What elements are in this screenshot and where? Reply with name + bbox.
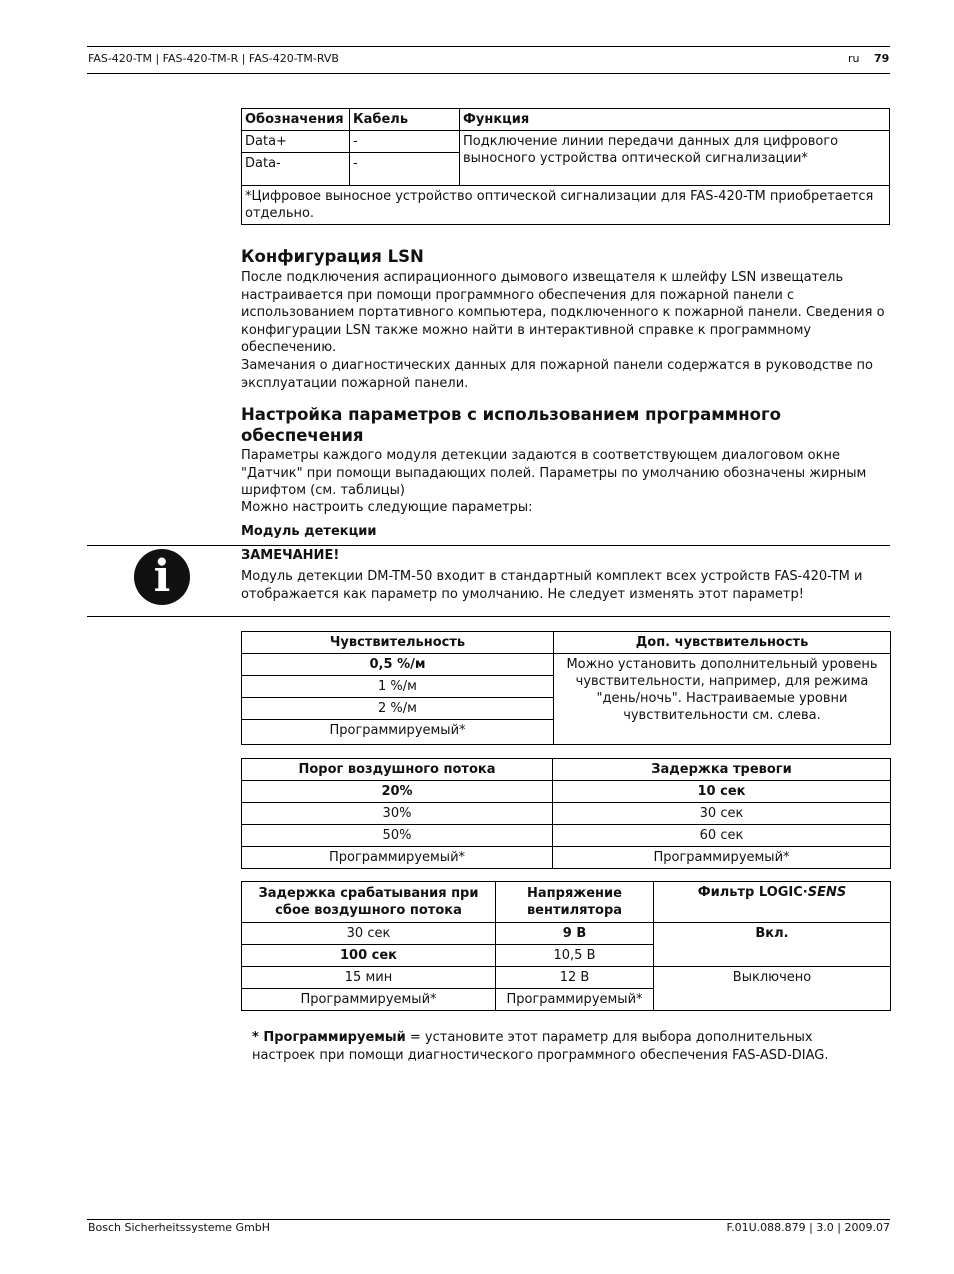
cell-value: 0,5 %/м	[242, 654, 554, 676]
info-icon: i	[134, 549, 190, 605]
connection-table	[241, 108, 890, 225]
table-header-row	[242, 109, 890, 131]
footnote-text: = установите этот параметр для выбора дополнительных настроек при помощи диагностического программного обеспечения FAS-ASD-DIAG.	[252, 1030, 829, 1063]
col-cable: Кабель	[350, 109, 460, 131]
header-rule-top	[87, 46, 890, 47]
subheading: Модуль детекции	[241, 524, 377, 539]
footer-rule	[87, 1219, 890, 1220]
cell-cable: -	[350, 131, 460, 153]
cell-label: Data+	[242, 131, 350, 153]
note-rule-top	[87, 545, 890, 546]
cell-function: Подключение линии передачи данных для цифрового выносного устройства оптической сигнализации*	[460, 131, 890, 186]
filter-label: Фильтр LOGIC·	[697, 885, 808, 900]
table-footnote: *Цифровое выносное устройство оптической сигнализации для FAS-420-TM приобретается отдельно.	[242, 186, 890, 225]
table-header-row	[242, 882, 891, 923]
col-airflow-threshold: Порог воздушного потока	[242, 759, 553, 781]
col-alarm-delay: Задержка тревоги	[553, 759, 891, 781]
table-row	[242, 654, 891, 676]
table-row	[242, 923, 891, 945]
cell-fault-delay: Программируемый*	[242, 989, 496, 1011]
cell-threshold: 30%	[242, 803, 553, 825]
cell-value: 1 %/м	[242, 676, 554, 698]
cell-fan-voltage: Программируемый*	[496, 989, 654, 1011]
table-row	[242, 131, 890, 153]
table-header-row	[242, 632, 891, 654]
fan-filter-table	[241, 881, 891, 1011]
col-fan-voltage: Напряжение вентилятора	[496, 882, 654, 923]
note-title: ЗАМЕЧАНИЕ!	[241, 548, 340, 563]
cell-threshold: Программируемый*	[242, 847, 553, 869]
airflow-table	[241, 758, 891, 869]
header-lang: ru	[848, 52, 860, 65]
col-function: Функция	[460, 109, 890, 131]
cell-fault-delay: 30 сек	[242, 923, 496, 945]
cell-value: Программируемый*	[242, 720, 554, 745]
cell-label: Data-	[242, 153, 350, 186]
cell-threshold: 20%	[242, 781, 553, 803]
cell-filter-on: Вкл.	[654, 923, 891, 967]
programmable-footnote	[252, 1029, 872, 1064]
note-rule-bottom	[87, 616, 890, 617]
col-designation: Обозначения	[242, 109, 350, 131]
col-filter	[654, 882, 891, 923]
sensitivity-table	[241, 631, 891, 745]
table-row	[242, 967, 891, 989]
table-row	[242, 803, 891, 825]
paragraph: Можно настроить следующие параметры:	[241, 500, 533, 515]
table-row	[242, 825, 891, 847]
col-fault-delay: Задержка срабатывания при сбое воздушного потока	[242, 882, 496, 923]
cell-extra: Можно установить дополнительный уровень чувствительности, например, для режима "день/ночь". Настраиваемые уровни чувствительности см. слева.	[554, 654, 891, 745]
header-models: FAS-420-TM | FAS-420-TM-R | FAS-420-TM-RVB	[88, 52, 339, 65]
cell-delay: 60 сек	[553, 825, 891, 847]
cell-fan-voltage: 9 В	[496, 923, 654, 945]
table-header-row	[242, 759, 891, 781]
table-footnote-row	[242, 186, 890, 225]
cell-delay: Программируемый*	[553, 847, 891, 869]
paragraph: Замечания о диагностических данных для пожарной панели содержатся в руководстве по эксплуатации пожарной панели.	[241, 358, 873, 391]
footer-doc: F.01U.088.879 | 3.0 | 2009.07	[726, 1221, 890, 1234]
page-number: 79	[874, 52, 890, 65]
cell-fan-voltage: 10,5 В	[496, 945, 654, 967]
note-text: Модуль детекции DM-TM-50 входит в стандартный комплект всех устройств FAS-420-TM и отображается как параметр по умолчанию. Не следует изменять этот параметр!	[241, 569, 863, 602]
footer-company: Bosch Sicherheitssysteme GmbH	[88, 1221, 271, 1234]
cell-delay: 30 сек	[553, 803, 891, 825]
section-title-lsn: Конфигурация LSN	[241, 247, 424, 266]
cell-threshold: 50%	[242, 825, 553, 847]
table-row	[242, 847, 891, 869]
paragraph: После подключения аспирационного дымового извещателя к шлейфу LSN извещатель настраивается при помощи программного обеспечения для пожарной панели с использованием портативного компьютера, подключенного к пожарной панели. Сведения о конфигурации LSN также можно найти в интерактивной справке к программному обеспечению.	[241, 270, 885, 355]
cell-fault-delay: 100 сек	[242, 945, 496, 967]
cell-cable: -	[350, 153, 460, 186]
footnote-term: * Программируемый	[252, 1030, 406, 1045]
col-sensitivity: Чувствительность	[242, 632, 554, 654]
cell-delay: 10 сек	[553, 781, 891, 803]
section-title-software: Настройка параметров с использованием программного обеспечения	[241, 405, 781, 445]
cell-fan-voltage: 12 В	[496, 967, 654, 989]
cell-filter-off: Выключено	[654, 967, 891, 1011]
cell-value: 2 %/м	[242, 698, 554, 720]
paragraph: Параметры каждого модуля детекции задаются в соответствующем диалоговом окне "Датчик" при помощи выпадающих полей. Параметры по умолчанию обозначены жирным шрифтом (см. таблицы)	[241, 448, 867, 498]
header-rule-bottom	[87, 73, 890, 74]
table-row	[242, 781, 891, 803]
filter-label-sens: SENS	[807, 885, 847, 900]
cell-fault-delay: 15 мин	[242, 967, 496, 989]
col-extra-sensitivity: Доп. чувствительность	[554, 632, 891, 654]
